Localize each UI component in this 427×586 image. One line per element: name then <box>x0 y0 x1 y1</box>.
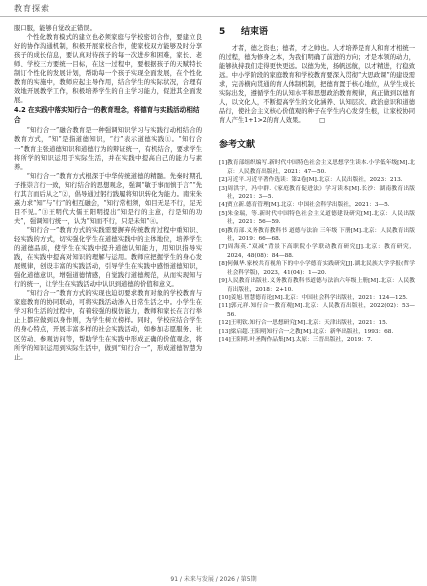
references-heading: 参考文献 <box>219 140 256 151</box>
reference-item: [13]梁启超.王阳明知行合一之教[M].北京：新华出版社，1993：68. <box>219 328 394 335</box>
reference-item: [7]周海英.“双减”背景下高职院小学联动教育研究[J].北京：教育研究，2024，48(08)：84—88. <box>219 244 415 259</box>
reference-item: [5]朱金瑞，等.新时代中国特色社会主义道德建设研究[M].北京：人民出版社，2021：56—59. <box>219 210 415 226</box>
section-title: 结束语 <box>241 27 269 37</box>
paragraph: “知行合一”教育方式的实践需要摒弃传统教育过程中重知识、轻实践的方式，切实强化学生在道德实践中的主体地位，培养学生的道德品质，使学生在实践中提升道德认知能力，用知识指导实践，在实践中提高对知识的理解与运用。教师应把握学生的身心发展规律，创设丰富的实践活动，引导学生在实践中感悟道德知识，强化道德意识，增强道德情感，自觉践行道德规范，从而实现知与行的统一，让学生在实践活动中认识到道德的价值和意义。 <box>14 226 202 289</box>
paragraph: “知行合一”教育方式根深于中华传统道德的精髓。先秦时期孔子推崇言行一致，知行结合的思想观念，强调“敏于事而慎于言”“先行其言而后从之”②，倡导通过躬行践履将知识转化为能力。南宋朱熹力求“知”与“行”的相互融会，“知行常相须，如目无足不行，足无目不见。”③王明代大儒王阳明提出“知是行的主意，行是知的功夫”，强调知行统一，认为“知而不行，只是未知”④。 <box>14 172 202 225</box>
reference-item: [6]教育部.义务教育教科书 道德与法治 三年级 下册[M].北京：人民教育出版社，2019：66—68. <box>219 227 415 243</box>
section-heading <box>219 26 415 38</box>
reference-item: [11]郭元祥.知行合一教育观[M].北京：人民教育出版社，2022(02)：53—56. <box>219 303 415 318</box>
reference-item: [2]习近平.习近平著作选读：第2卷[M].北京：人民出版社，2023：213. <box>219 177 403 184</box>
paragraph: 服口服，能够自觉改正错误。 <box>14 25 96 32</box>
journal-name: 教育探索 <box>14 4 50 13</box>
right-column <box>219 24 415 344</box>
reference-item: [8]何佩华.家校共育视角下的中小学德育实践研究[J].湖北民族大学学报(哲学社会科学版)，2023，41(04)：1—20. <box>219 261 415 276</box>
reference-item: [4]贾立新.德育管理[M].北京：中国社会科学出版社，2021：3—5. <box>219 202 390 209</box>
section-number: 5 <box>219 27 226 37</box>
paragraph: “知行合一”融合教育是一种强调知识学习与实践行动相结合的教育方式，“知”是指道德知识，“行”表示道德实践①。“知行合一”教育主张道德知识和道德行为的辩证统一，有机结合，要求学生将所学的知识运用于实际生活，并在实践中提高自己的能力与素养。 <box>14 127 202 171</box>
left-column <box>14 24 202 362</box>
conclusion-paragraph <box>219 44 415 125</box>
reference-item: [3]周洪宇，冯中群.《家庭教育促进法》学习读本[M].长沙：湖南教育出版社，2021：3—5. <box>219 185 415 201</box>
page-header <box>0 0 427 17</box>
subsection-heading: 4.2 在实践中落实知行合一的教育理念，将德育与实践活动相结合 <box>14 106 200 124</box>
reference-item: [12]王明钦.知行合一思想研究[M].北京：天津出版社，2021：15. <box>219 320 388 327</box>
end-mark: □ <box>319 117 326 125</box>
reference-list <box>219 159 415 344</box>
page-footer: 91 / 未来与发展 / 2026 / 第5期 <box>170 576 257 583</box>
paragraph: “知行合一”教育方式的实现也迫切要求教育对象的学校教育与家庭教育的协同联动，可将实践活动渗入日常生活之中。小学生在学习和生活的过程中，有着较强的模仿能力，教师和家长在言行举止上都应做到以身作则，为学生树立榜样。同时，学校应结合学生的身心特点，开展丰富多样的社会实践活动，如参加志愿服务、社区劳动、参观访问等，帮助学生在实践中形成正确的价值观念，将所学的知识运用到实际生活中，做到“知行合一”，形成道德智慧为止。 <box>14 290 202 361</box>
reference-item: [9]人民教育出版社.义务教育教科书道德与法治六年级上册[M].北京：人民教育出版社，2018：2+10. <box>219 278 415 293</box>
reference-item: [10]姜旭.智慧德育论[M].北京：中国社会科学出版社，2021：124—125. <box>219 294 408 301</box>
reference-item: [1]教育部组织编写.新时代中国特色社会主义思想学生读本.小学低年级[M].北京：人民教育出版社，2021：47—50. <box>219 160 415 175</box>
reference-item: [14]王阳明.叶圣陶作品集[M].太原：三晋出版社，2019：7. <box>219 336 373 343</box>
conclusion-text: 才者，德之资也；德者，才之帅也。人才培养是育人和育才相统一的过程，德为修身之本，为我们明确了前进的方向；才是本领的动力，能够执持我们走得更快更远。以德为先，扬帆远航，以才精进，行稳致远。中小学阶段的家庭教育和学校教育要深入贯彻“大思政课”的建设需求，完善横向贯通的育人体制机制，把德育置于核心地位，从学生成长实际出发，遵循学生的认知水平和思想政治教育规律，真正做到以德育人，以文化人，不断提高学生的文化涵养、认知层次、政治意识和道德品行，使社会主义核心价值观的种子在学生内心发芽生根，让家校协同育人产生1+1>2的育人效果。 <box>219 45 415 125</box>
paragraph: 个性化教育模式的建立也必须家庭与学校密切合作，要建立良好的协作沟通机制，积极开展家校合作，使家校双方能够及时分享孩子的成长信息，要认真对待孩子的每一次进步和困难，家长、老师、学校三方要统一目标，在这一过程中，要根据孩子的天赋特长制订个性化的发展计划，帮助每一个孩子实现全面发展，在个性化教育的实施中，教师应起主导作用，结合学生的实际状况，合理有效地开展教学工作，积极培养学生的自主学习能力，促进其全面发展。 <box>14 34 202 105</box>
